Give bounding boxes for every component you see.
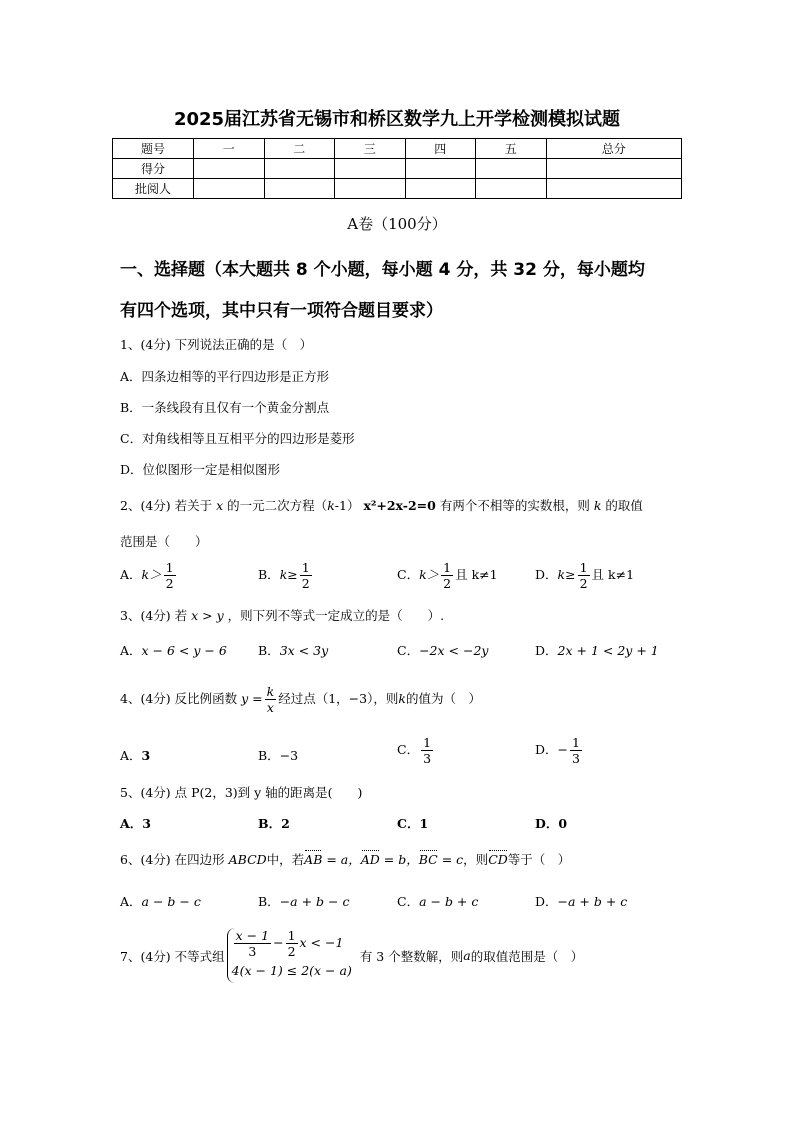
option-label: B．	[258, 643, 280, 658]
q1-stem: 1、(4分) 下列说法正确的是（ ）	[120, 337, 313, 352]
q7-stem-part: 7、(4分) 不等式组	[120, 948, 225, 964]
q2-stem	[120, 496, 643, 514]
q6-eq: = a，	[322, 852, 361, 867]
frac-den: 3	[423, 751, 432, 766]
row1-minus: −	[273, 935, 284, 950]
option-value: 3	[141, 748, 151, 763]
option-expr: 3x < 3y	[279, 643, 329, 658]
option-label: B．	[258, 894, 280, 909]
vector-cd: CD	[488, 852, 508, 867]
option-label: A．	[120, 894, 142, 909]
score-cell	[335, 179, 406, 199]
score-row-label: 得分	[113, 159, 194, 179]
q4-var-k: k	[398, 691, 406, 706]
section-heading-line2: 有四个选项，其中只有一项符合题目要求）	[120, 301, 443, 321]
option-expr: a − b + c	[419, 894, 479, 909]
score-cell	[264, 159, 335, 179]
q4-stem-part: 的值为（ ）	[405, 691, 481, 706]
q4-stem	[120, 684, 481, 715]
q6-stem-part: 等于（ ）	[507, 852, 571, 867]
q3-stem-part: 3、(4分) 若	[120, 608, 188, 623]
frac-num: 1	[165, 560, 174, 575]
frac-num: 1	[423, 735, 432, 750]
inequality-system	[227, 928, 352, 983]
option-label: B．	[258, 748, 280, 763]
q7-var-a: a	[463, 948, 471, 963]
frac-num: 1	[579, 560, 588, 575]
option-value: −3	[279, 748, 299, 763]
q2-option-b	[258, 560, 314, 591]
frac-den: 2	[165, 576, 174, 591]
frac-num: 1	[301, 560, 310, 575]
q2-option-a	[120, 560, 178, 591]
q4-func-fraction	[265, 684, 277, 715]
row2-expr: 4(x − 1) ≤ 2(x − a)	[231, 963, 352, 978]
q2-equation: x²+2x-2=0	[363, 498, 436, 513]
score-header-cell: 四	[405, 139, 476, 159]
q2-stem-part: 2、(4分) 若关于	[120, 498, 213, 513]
q7-stem-part: 有 3 个整数解，则	[359, 948, 464, 964]
q4-stem-part: 4、(4分) 反比例函数	[120, 691, 238, 706]
option-expr: 2x + 1 < 2y + 1	[557, 643, 659, 658]
q2-stem-line2: 范围是（ ）	[120, 534, 208, 549]
q4-option-a	[120, 746, 150, 764]
q4-func-y: y =	[241, 691, 263, 706]
q4-option-d	[535, 735, 584, 766]
q2-d-rel: k≥	[557, 567, 576, 582]
frac-num: 1	[287, 928, 296, 943]
frac-num: 1	[572, 735, 580, 750]
q6-stem-part: ，则	[463, 852, 489, 867]
score-cell	[194, 179, 265, 199]
third-fraction	[421, 735, 433, 766]
q6-option-b	[258, 892, 349, 910]
q6-stem-part: 中，若	[266, 852, 305, 867]
q2-b-rel: k≥	[279, 567, 298, 582]
q2-option-d	[535, 560, 634, 591]
q6-option-c	[397, 892, 478, 910]
frac-den: 2	[443, 576, 452, 591]
option-label: C．	[397, 643, 420, 658]
option-label: C．	[397, 567, 420, 582]
q6-eq: = b，	[379, 852, 419, 867]
q7-stem	[120, 928, 583, 983]
q4-option-c	[397, 735, 435, 766]
q6-option-d	[535, 892, 627, 910]
q2-stem-part: 有两个不相等的实数根，则	[439, 498, 590, 513]
exam-title: 2025届江苏省无锡市和桥区数学九上开学检测模拟试题	[173, 109, 621, 130]
q3-stem	[120, 606, 444, 624]
q2-var-x: x	[216, 498, 224, 513]
frac-den: 3	[572, 751, 580, 766]
q2-c-rel: k＞	[419, 567, 440, 582]
frac-den: 2	[301, 576, 310, 591]
q5-option-b: B．2	[258, 816, 290, 831]
score-cell	[476, 159, 547, 179]
q5-stem: 5、(4分) 点 P(2，3)到 y 轴的距离是( )	[120, 785, 363, 800]
score-header-cell: 二	[264, 139, 335, 159]
option-label: D．	[535, 643, 558, 658]
q2-c-tail: 且 k≠1	[455, 567, 498, 582]
row1-fraction	[234, 928, 271, 959]
option-expr: a − b − c	[141, 894, 201, 909]
option-label: C．	[397, 894, 420, 909]
vector-ab: AB	[304, 852, 323, 867]
option-label: A．	[120, 567, 142, 582]
option-label: A．	[120, 643, 142, 658]
q5-option-d: D．0	[535, 816, 568, 831]
q7-stem-part: 的取值范围是（ ）	[470, 948, 584, 964]
frac-num: 1	[443, 560, 452, 575]
third-fraction	[570, 735, 582, 766]
frac-num: x − 1	[235, 928, 270, 943]
frac-den: 3	[248, 944, 257, 959]
score-table	[112, 138, 682, 199]
score-header-cell: 总分	[546, 139, 682, 159]
q4-stem-part: 经过点（1，−3），则	[278, 691, 399, 706]
q6-stem	[120, 850, 570, 868]
q2-stem-part: 的一元二次方程（	[227, 498, 328, 513]
q6-eq: = c	[437, 852, 464, 867]
frac-den: x	[266, 700, 274, 715]
score-cell	[476, 179, 547, 199]
score-header-cell: 三	[335, 139, 406, 159]
option-label: A．	[120, 748, 142, 763]
q3-stem-part: ，则下列不等式一定成立的是（ ）.	[227, 608, 445, 623]
q3-option-b	[258, 641, 328, 659]
q2-stem-part: 的取值	[605, 498, 643, 513]
score-row-label: 批阅人	[113, 179, 194, 199]
q4-option-b	[258, 746, 298, 764]
q2-var-k: k	[327, 498, 335, 513]
option-expr: −a + b + c	[557, 894, 628, 909]
q1-option-d: D．位似图形一定是相似图形	[120, 462, 281, 477]
score-cell	[405, 159, 476, 179]
q6-option-a	[120, 892, 201, 910]
half-fraction	[164, 560, 176, 591]
option-expr: x − 6 < y − 6	[141, 643, 227, 658]
half-fraction	[441, 560, 453, 591]
frac-den: 2	[579, 576, 588, 591]
minus-sign: −	[557, 742, 569, 757]
row1-half-fraction	[286, 928, 298, 959]
half-fraction	[300, 560, 312, 591]
q6-stem-part: 6、(4分) 在四边形	[120, 852, 225, 867]
score-table-header-row	[113, 139, 682, 159]
score-table-row	[113, 159, 682, 179]
volume-heading: A卷（100分）	[347, 215, 447, 233]
q6-quad: ABCD	[228, 852, 267, 867]
frac-num: k	[266, 684, 275, 699]
q1-option-b: B．一条线段有且仅有一个黄金分割点	[120, 400, 330, 415]
q3-option-c	[397, 641, 488, 659]
option-label: C．	[397, 742, 420, 757]
q2-a-rel: k＞	[141, 567, 162, 582]
vector-bc: BC	[418, 852, 438, 867]
option-expr: −2x < −2y	[419, 643, 489, 658]
option-label: B．	[258, 567, 280, 582]
system-row-2	[232, 959, 352, 983]
score-cell	[194, 159, 265, 179]
q2-d-tail: 且 k≠1	[591, 567, 635, 582]
score-cell	[546, 179, 682, 199]
q1-option-c: C．对角线相等且互相平分的四边形是菱形	[120, 431, 355, 446]
option-expr: −a + b − c	[279, 894, 350, 909]
score-cell	[264, 179, 335, 199]
score-cell	[546, 159, 682, 179]
q3-condition: x > y	[191, 608, 224, 623]
option-label: D．	[535, 567, 558, 582]
q2-stem-part: -1）	[334, 498, 360, 513]
frac-den: 2	[287, 944, 296, 959]
half-fraction	[578, 560, 590, 591]
score-table-row	[113, 179, 682, 199]
system-row-1	[232, 928, 352, 959]
score-header-cell: 题号	[113, 139, 194, 159]
q5-option-c: C．1	[397, 816, 429, 831]
q3-option-a	[120, 641, 227, 659]
row1-tail: x < −1	[299, 935, 344, 950]
option-label: D．	[535, 742, 558, 757]
option-label: D．	[535, 894, 558, 909]
vector-ad: AD	[360, 852, 380, 867]
q2-option-c	[397, 560, 498, 591]
score-header-cell: 一	[194, 139, 265, 159]
score-cell	[335, 159, 406, 179]
q3-option-d	[535, 641, 659, 659]
section-heading-line1: 一、选择题（本大题共 8 个小题，每小题 4 分，共 32 分，每小题均	[120, 260, 645, 280]
score-header-cell: 五	[476, 139, 547, 159]
q2-var-k: k	[593, 498, 602, 513]
score-cell	[405, 179, 476, 199]
q1-option-a: A．四条边相等的平行四边形是正方形	[120, 369, 330, 384]
q5-option-a: A．3	[120, 816, 151, 831]
